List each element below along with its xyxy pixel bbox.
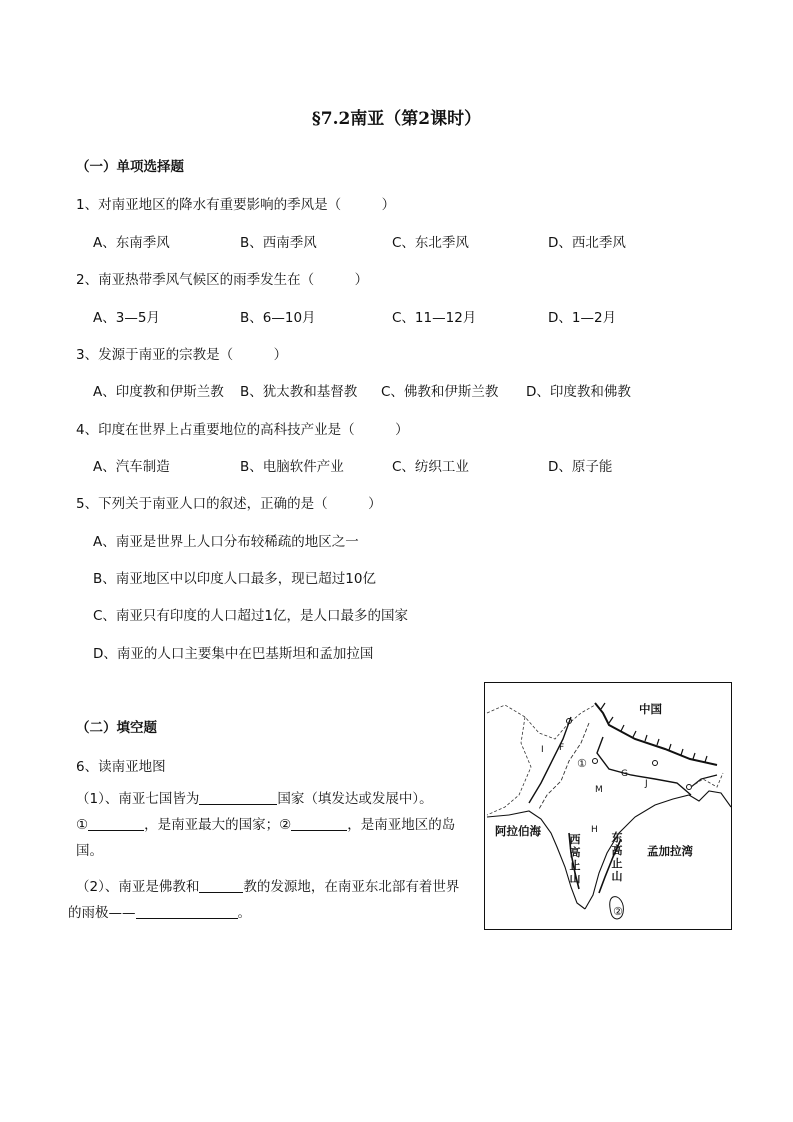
- q5-option-a[interactable]: A、南亚是世界上人口分布较稀疏的地区之一: [93, 534, 359, 550]
- q6-part1-text-b: 国家（填发达或发展中）。: [277, 791, 433, 807]
- south-asia-map: [484, 682, 732, 930]
- question-1: 1、对南亚地区的降水有重要影响的季风是（ ）: [76, 197, 396, 213]
- map-label-2: ②: [613, 905, 623, 918]
- q6-part1-text-a: （1）、南亚七国皆为: [76, 791, 200, 807]
- blank-rain-pole[interactable]: [136, 904, 238, 919]
- blank-development-level[interactable]: [199, 790, 277, 805]
- map-label-western-ghats: 西高止山: [569, 833, 581, 885]
- map-label-eastern-ghats: 东高止山: [611, 831, 623, 883]
- q4-option-a[interactable]: A、汽车制造: [93, 459, 170, 475]
- question-4: 4、印度在世界上占重要地位的高科技产业是（ ）: [76, 422, 409, 438]
- map-label-1: ①: [577, 757, 587, 770]
- q3-option-b[interactable]: B、犹太教和基督教: [240, 384, 358, 400]
- map-label-j: J: [645, 779, 648, 789]
- q2-option-a[interactable]: A、3—5月: [93, 310, 160, 326]
- q6-part2-text-d: 。: [237, 905, 251, 921]
- q6-part2-line2: [68, 900, 251, 926]
- q4-option-b[interactable]: B、电脑软件产业: [240, 459, 344, 475]
- q5-option-b[interactable]: B、南亚地区中以印度人口最多，现已超过10亿: [93, 571, 376, 587]
- q4-option-d[interactable]: D、原子能: [548, 459, 613, 475]
- q3-option-c[interactable]: C、佛教和伊斯兰教: [381, 384, 499, 400]
- map-label-f: F: [559, 743, 565, 753]
- q2-option-d[interactable]: D、1—2月: [548, 310, 617, 326]
- q6-part2-text-b: 教的发源地，在南亚东北部有着世界: [243, 879, 460, 895]
- blank-island-country[interactable]: [291, 816, 347, 831]
- question-6: 6、读南亚地图: [76, 759, 166, 775]
- blank-largest-country[interactable]: [88, 816, 144, 831]
- map-label-arabian-sea: 阿拉伯海: [495, 824, 541, 838]
- section-heading-fill: （二）填空题: [76, 720, 157, 736]
- q6-part2-line1: [76, 874, 459, 900]
- question-5: 5、下列关于南亚人口的叙述，正确的是（ ）: [76, 496, 382, 512]
- question-3: 3、发源于南亚的宗教是（ ）: [76, 347, 288, 363]
- q1-option-c[interactable]: C、东北季风: [392, 235, 469, 251]
- map-label-h: H: [591, 825, 598, 835]
- q6-part2-text-c: 的雨极——: [68, 905, 136, 921]
- q6-part1-text-e: ，是南亚地区的岛: [347, 817, 456, 833]
- map-drawing: [485, 683, 731, 929]
- q6-part1-line3: 国。: [76, 843, 103, 859]
- map-label-i: I: [541, 745, 544, 755]
- blank-religion[interactable]: [199, 878, 243, 893]
- q3-option-a[interactable]: A、印度教和伊斯兰教: [93, 384, 224, 400]
- q1-option-b[interactable]: B、西南季风: [240, 235, 317, 251]
- q6-part1-text-d: ，是南亚最大的国家；②: [144, 817, 292, 833]
- q4-option-c[interactable]: C、纺织工业: [392, 459, 469, 475]
- page-title: §7.2南亚（第2课时）: [311, 109, 482, 129]
- map-label-g: G: [621, 769, 628, 779]
- q6-part2-text-a: （2）、南亚是佛教和: [76, 879, 200, 895]
- map-label-m: M: [595, 785, 603, 795]
- q6-part1-line1: [76, 786, 433, 812]
- map-label-china: 中国: [639, 702, 662, 716]
- q1-option-d[interactable]: D、西北季风: [548, 235, 626, 251]
- q2-option-b[interactable]: B、6—10月: [240, 310, 316, 326]
- q5-option-c[interactable]: C、南亚只有印度的人口超过1亿，是人口最多的国家: [93, 608, 409, 624]
- q3-option-d[interactable]: D、印度教和佛教: [526, 384, 631, 400]
- section-heading-choice: （一）单项选择题: [76, 159, 184, 175]
- question-2: 2、南亚热带季风气候区的雨季发生在（ ）: [76, 272, 369, 288]
- q6-part1-line2: [76, 812, 455, 838]
- q6-part1-text-c: ①: [76, 817, 89, 833]
- q2-option-c[interactable]: C、11—12月: [392, 310, 477, 326]
- q5-option-d[interactable]: D、南亚的人口主要集中在巴基斯坦和孟加拉国: [93, 646, 374, 662]
- q1-option-a[interactable]: A、东南季风: [93, 235, 170, 251]
- map-label-bay-of-bengal: 孟加拉湾: [647, 844, 693, 858]
